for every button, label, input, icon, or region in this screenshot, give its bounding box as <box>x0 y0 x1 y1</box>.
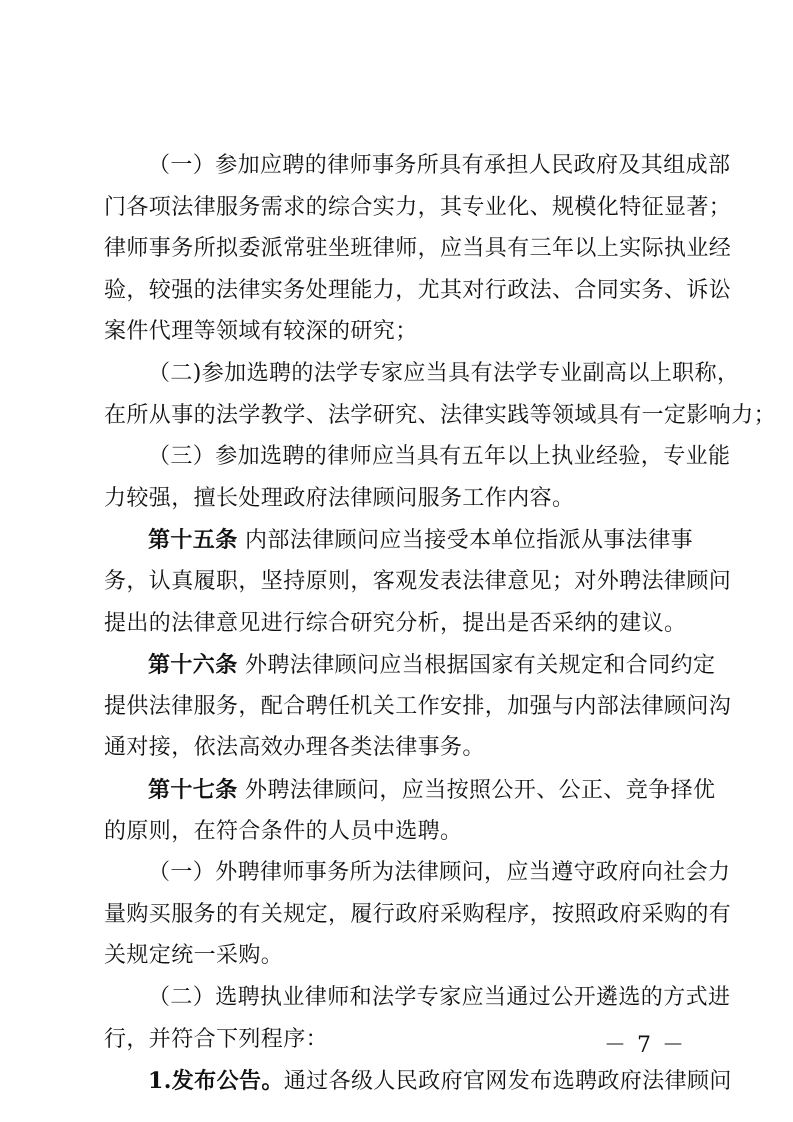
article-17-text: 外聘法律顾问，应当按照公开、公正、竞争择优 <box>237 778 716 803</box>
text-line: 通对接，依法高效办理各类法律事务。 <box>104 735 485 760</box>
text-line: （三）参加选聘的律师应当具有五年以上执业经验，专业能 <box>148 444 731 469</box>
text-line: 关规定统一采购。 <box>104 943 284 968</box>
text-line: 力较强，擅长处理政府法律顾问服务工作内容。 <box>104 486 575 511</box>
text-line: 提供法律服务，配合聘任机关工作安排，加强与内部法律顾问沟 <box>104 694 732 719</box>
article-15-title: 第十五条 <box>148 527 238 553</box>
text-line: 量购买服务的有关规定，履行政府采购程序，按照政府采购的有 <box>104 902 732 927</box>
text-line: 的原则，在符合条件的人员中选聘。 <box>104 819 463 844</box>
article-17-first-line <box>148 770 716 810</box>
text-line: 提出的法律意见进行综合研究分析，提出是否采纳的建议。 <box>104 611 687 636</box>
article-15-text: 内部法律顾问应当接受本单位指派从事法律事 <box>237 528 694 553</box>
text-line: 务，认真履职，坚持原则，客观发表法律意见；对外聘法律顾问 <box>104 569 732 594</box>
page-number: － 7 － <box>604 1033 686 1058</box>
text-line: （一）参加应聘的律师事务所具有承担人民政府及其组成部 <box>148 153 731 178</box>
article-16-title: 第十六条 <box>148 652 238 678</box>
text-line: （一）外聘律师事务所为法律顾问，应当遵守政府向社会力 <box>148 860 731 885</box>
step-1-line <box>148 1061 732 1101</box>
text-line: 在所从事的法学教学、法学研究、法律实践等领域具有一定影响力； <box>104 403 777 428</box>
text-line: （二）选聘执业律师和法学专家应当通过公开遴选的方式进 <box>148 985 731 1010</box>
article-15-first-line <box>148 520 694 560</box>
article-16-first-line <box>148 645 716 685</box>
text-line: （二)参加选聘的法学专家应当具有法学专业副高以上职称， <box>148 361 740 386</box>
article-17-title: 第十七条 <box>148 777 238 803</box>
text-line: 行，并符合下列程序： <box>104 1027 329 1052</box>
text-line: 验，较强的法律实务处理能力，尤其对行政法、合同实务、诉讼 <box>104 278 732 303</box>
text-line: 案件代理等领域有较深的研究； <box>104 319 418 344</box>
step-1-text: 通过各级人民政府官网发布选聘政府法律顾问 <box>283 1069 732 1094</box>
text-line: 门各项法律服务需求的综合实力，其专业化、规模化特征显著； <box>104 195 732 220</box>
text-line: 律师事务所拟委派常驻坐班律师，应当具有三年以上实际执业经 <box>104 236 732 261</box>
article-16-text: 外聘法律顾问应当根据国家有关规定和合同约定 <box>237 653 716 678</box>
step-1-title: 1.发布公告。 <box>148 1068 284 1094</box>
